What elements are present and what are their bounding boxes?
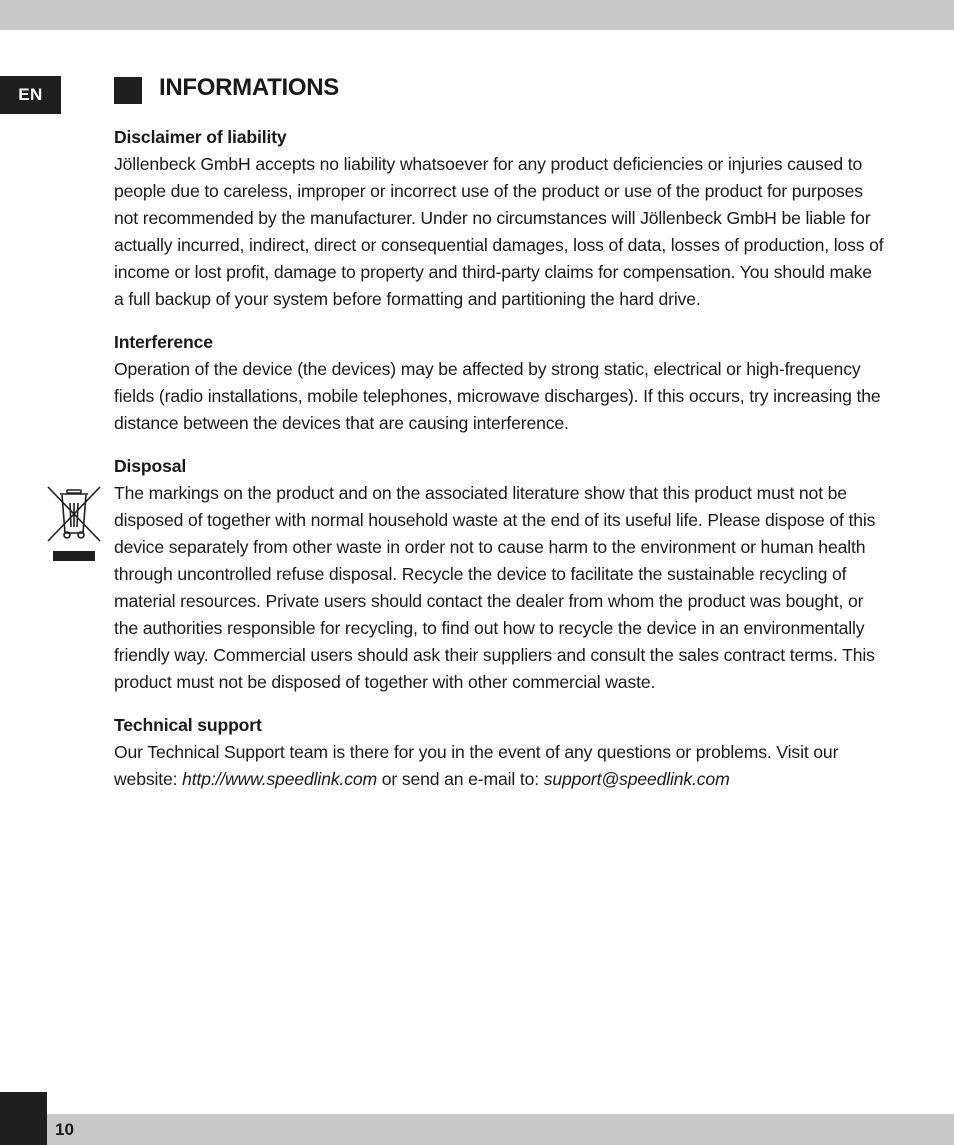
section-disposal xyxy=(114,453,884,696)
section-title-support: Technical support xyxy=(114,715,262,735)
section-disclaimer xyxy=(114,124,884,313)
section-body-interference: Operation of the device (the devices) may be affected by strong static, electrical or high-frequency fields (radio installations, mobile telephones, microwave discharges). If this occurs, try increasing the distance between the devices that are causing interference. xyxy=(114,359,881,433)
section-body-support xyxy=(114,739,884,793)
main-content xyxy=(114,124,884,809)
section-body-disposal: The markings on the product and on the associated literature show that this product must not be disposed of together with normal household waste at the end of its useful life. Please dispose of this device separately from other waste in order not to cause harm to the environment or human health through uncontrolled refuse disposal. Recycle the device to facilitate the sustainable recycling of material resources. Private users should contact the dealer from whom the product was bought, or the authorities responsible for recycling, to find out how to recycle the device in an environmentally friendly way. Commercial users should ask their suppliers and consult the sales contract terms. This product must not be disposed of together with other commercial waste. xyxy=(114,483,876,692)
section-support xyxy=(114,712,884,793)
page-tab xyxy=(0,1092,47,1145)
section-body-disclaimer: Jöllenbeck GmbH accepts no liability whatsoever for any product deficiencies or injuries caused to people due to careless, improper or incorrect use of the product or use of the product for purposes not recommended by the manufacturer. Under no circumstances will Jöllenbeck GmbH be liable for actually incurred, indirect, direct or consequential damages, loss of data, losses of production, loss of income or lost profit, damage to property and third-party claims for compensation. You should make a full backup of your system before formatting and partitioning the hard drive. xyxy=(114,154,884,309)
page-number: 10 xyxy=(55,1120,74,1139)
page-title: INFORMATIONS xyxy=(159,74,339,101)
section-interference xyxy=(114,329,884,437)
section-title-disclaimer: Disclaimer of liability xyxy=(114,127,287,147)
crossed-out-wheelie-bin-icon xyxy=(45,485,103,563)
heading-marker xyxy=(114,77,142,104)
section-title-disposal: Disposal xyxy=(114,456,187,476)
support-text-intro: Our Technical Support team is there for you in the event of any questions or problems. Visit our website: xyxy=(114,742,839,789)
language-tab: EN xyxy=(0,76,61,114)
support-email-link[interactable]: support@speedlink.com xyxy=(543,769,730,789)
support-text-middle: or send an e-mail to: xyxy=(377,769,544,789)
website-link[interactable]: http://www.speedlink.com xyxy=(182,769,377,789)
top-bar xyxy=(0,0,954,30)
section-title-interference: Interference xyxy=(114,332,213,352)
bottom-bar xyxy=(47,1114,954,1145)
